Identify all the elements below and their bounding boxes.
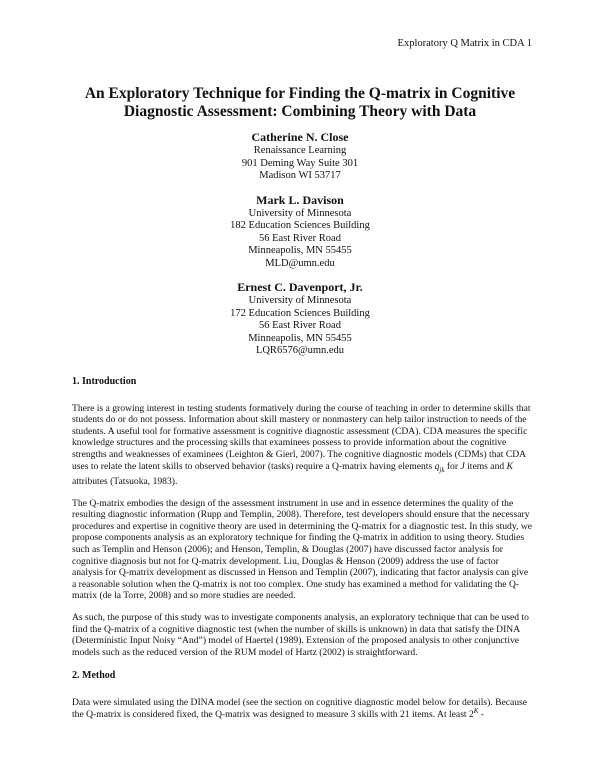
math-subscript: jk — [439, 465, 445, 474]
author-name: Mark L. Davison — [256, 192, 344, 207]
author-1 — [60, 130, 540, 183]
affiliation-line: 901 Deming Way Suite 301 — [241, 157, 359, 169]
author-3 — [60, 280, 540, 358]
affiliation-line: University of Minnesota — [248, 207, 352, 219]
title-line-1: An Exploratory Technique for Finding the Q-matrix in Cognitive — [84, 85, 516, 102]
title-line-2: Diagnostic Assessment: Combining Theory with Data — [123, 103, 477, 120]
author-email: MLD@umn.edu — [265, 257, 335, 269]
paper-title — [60, 85, 540, 121]
author-name: Ernest C. Davenport, Jr. — [237, 280, 363, 294]
affiliation-line: Minneapolis, MN 55455 — [248, 245, 352, 256]
section-heading-method: 2. Method — [72, 670, 116, 682]
paragraph — [72, 697, 532, 720]
paragraph: The Q-matrix embodies the design of the assessment instrument in use and in essence determines the quality of the resulting diagnostic information (Rupp and Templin, 2008). Therefore, test developers should ensure that the necessary procedures and expertise in cognitive theory are used in determining the Q-matrix for a diagnostic test. In this study, we propose components analysis as an exploratory technique for finding the Q-matrix in addition to using theory. Studies such as Templin and Henson (2006); and Henson, Templin, & Douglas (2007) have discussed factor analysis for cognitive diagnosis but not for Q-matrix development. Liu, Douglas & Henson (2009) address the use of factor analysis for Q-matrix development as discussed in Henson and Templin (2007), indicating that factor analysis can give a reasonable solution when the Q-matrix is not too complex. One study has examined a method for validating the Q-matrix (de la Torre, 2008) and so more studies are needed. — [72, 497, 533, 602]
affiliation-line: Renaissance Learning — [253, 145, 347, 156]
paragraph-text: for — [446, 460, 459, 472]
author-email: LQR6576@umn.edu — [255, 345, 345, 356]
author-name: Catherine N. Close — [251, 130, 349, 144]
paragraph — [72, 403, 532, 488]
author-block — [60, 130, 540, 368]
affiliation-line: Minneapolis, MN 55455 — [248, 332, 352, 344]
paragraph-text: attributes (Tatsuoka, 1983). — [72, 476, 178, 488]
paragraph-text: - — [478, 708, 485, 720]
paragraph-text: Data were simulated using the DINA model (see the section on cognitive diagnostic model below for details). Because the Q-matrix is considered fixed, the Q-matrix was designed to measure 3 skills with 21 items. At least 2 — [72, 696, 528, 720]
math-superscript: K — [473, 706, 479, 715]
affiliation-line: 56 East River Road — [259, 320, 341, 331]
math-variable: q — [434, 460, 440, 472]
author-2 — [60, 193, 540, 271]
paragraph-text: There is a growing interest in testing students formatively during the course of teaching in order to determine skills that students do or do not possess. Information about skill mastery or nonmastery can help tailor instruction to needs of the students. A useful tool for formative assessment is cognitive diagnostic assessment (CDA). CDA measures the specific knowledge structures and the processing skills that examinees possess to provide information about the cognitive strengths and weaknesses of examinees (Leighton & Gierl, 2007). The cognitive diagnostic models (CDMs) that CDA uses to relate the latent skills to observed behavior (tasks) require a Q-matrix having elements — [72, 402, 531, 472]
running-head: Exploratory Q Matrix in CDA 1 — [397, 38, 532, 49]
affiliation-line: 172 Education Sciences Building — [230, 307, 370, 319]
paragraph-text: items and — [467, 460, 505, 472]
math-variable: J — [460, 460, 465, 472]
affiliation-line: 182 Education Sciences Building — [230, 220, 370, 231]
paragraph: As such, the purpose of this study was to investigate components analysis, an exploratory technique that can be used to find the Q-matrix of a cognitive diagnostic test (when the number of skills is unknown) in data that satisfy the DINA (Deterministic Input Noisy “And”) model of Haertel (1989). Extension of the proposed analysis to other conjunctive models such as the reduced version of the RUM model of Hartz (2002) is straightforward. — [72, 612, 529, 658]
body-text — [72, 376, 532, 720]
affiliation-line: University of Minnesota — [248, 295, 352, 306]
affiliation-line: Madison WI 53717 — [259, 170, 341, 181]
section-heading-introduction: 1. Introduction — [72, 376, 137, 387]
math-variable: K — [506, 460, 513, 472]
affiliation-line: 56 East River Road — [259, 232, 341, 244]
